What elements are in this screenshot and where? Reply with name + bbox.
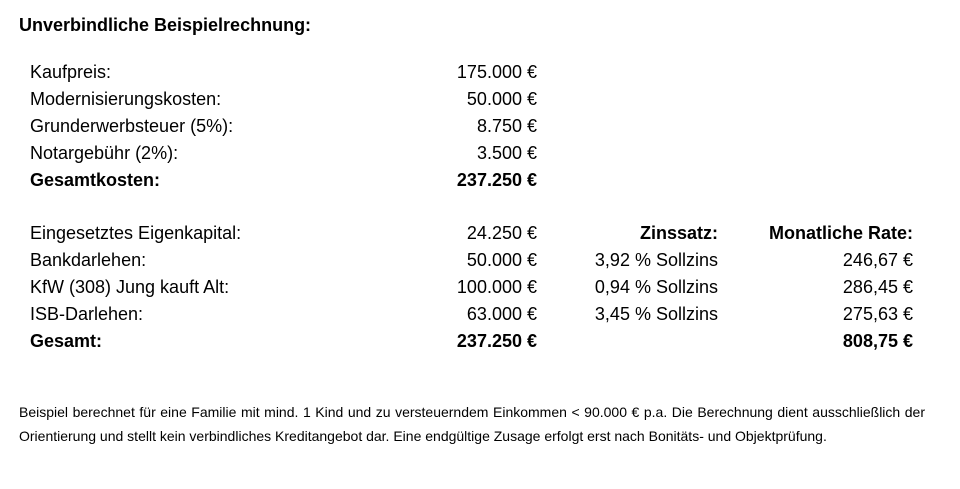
page-title: Unverbindliche Beispielrechnung: (19, 15, 312, 35)
financing-total-monthly: 808,75 € (842, 331, 913, 351)
loan-monthly: 275,63 € (842, 304, 913, 324)
loan-amount: 63.000 € (466, 304, 537, 324)
equity-amount: 24.250 € (466, 223, 537, 243)
financing-row-kfw (0, 277, 960, 303)
cost-row-modernisierung (0, 89, 960, 115)
loan-amount: 100.000 € (456, 277, 537, 297)
cost-row-notargebuehr (0, 143, 960, 169)
cost-label: Modernisierungskosten: (30, 89, 222, 109)
cost-amount: 50.000 € (466, 89, 537, 109)
cost-amount: 3.500 € (476, 143, 537, 163)
loan-amount: 50.000 € (466, 250, 537, 270)
cost-total-label: Gesamtkosten: (30, 170, 161, 190)
cost-amount: 8.750 € (476, 116, 537, 136)
cost-row-grunderwerbsteuer (0, 116, 960, 142)
financing-row-isb (0, 304, 960, 330)
cost-total-amount: 237.250 € (456, 170, 537, 190)
loan-rate: 3,92 % Sollzins (594, 250, 718, 270)
financing-total-label: Gesamt: (30, 331, 103, 351)
loan-monthly: 286,45 € (842, 277, 913, 297)
monthly-column-header: Monatliche Rate: (768, 223, 913, 243)
cost-amount: 175.000 € (456, 62, 537, 82)
equity-label: Eingesetztes Eigenkapital: (30, 223, 242, 243)
cost-label: Notargebühr (2%): (30, 143, 179, 163)
financing-header-row (0, 223, 960, 249)
disclaimer-note: Beispiel berechnet für eine Familie mit mind. 1 Kind und zu versteuerndem Einkommen < 90.000 € p.a. Die Berechnung dient ausschließlich der Orientierung und stellt kein verbindliches Kreditangebot dar. Eine endgültige Zusage erfolgt erst nach Bonitäts- und Objektprüfung. (19, 404, 925, 444)
cost-label: Grunderwerbsteuer (5%): (30, 116, 234, 136)
financing-total-amount: 237.250 € (456, 331, 537, 351)
financing-row-total (0, 331, 960, 357)
cost-label: Kaufpreis: (30, 62, 112, 82)
loan-rate: 0,94 % Sollzins (594, 277, 718, 297)
financing-row-bank (0, 250, 960, 276)
rate-column-header: Zinssatz: (639, 223, 718, 243)
loan-rate: 3,45 % Sollzins (594, 304, 718, 324)
loan-monthly: 246,67 € (842, 250, 913, 270)
loan-label: ISB-Darlehen: (30, 304, 144, 324)
cost-row-total (0, 170, 960, 196)
cost-row-kaufpreis (0, 62, 960, 88)
loan-label: Bankdarlehen: (30, 250, 147, 270)
loan-label: KfW (308) Jung kauft Alt: (30, 277, 230, 297)
